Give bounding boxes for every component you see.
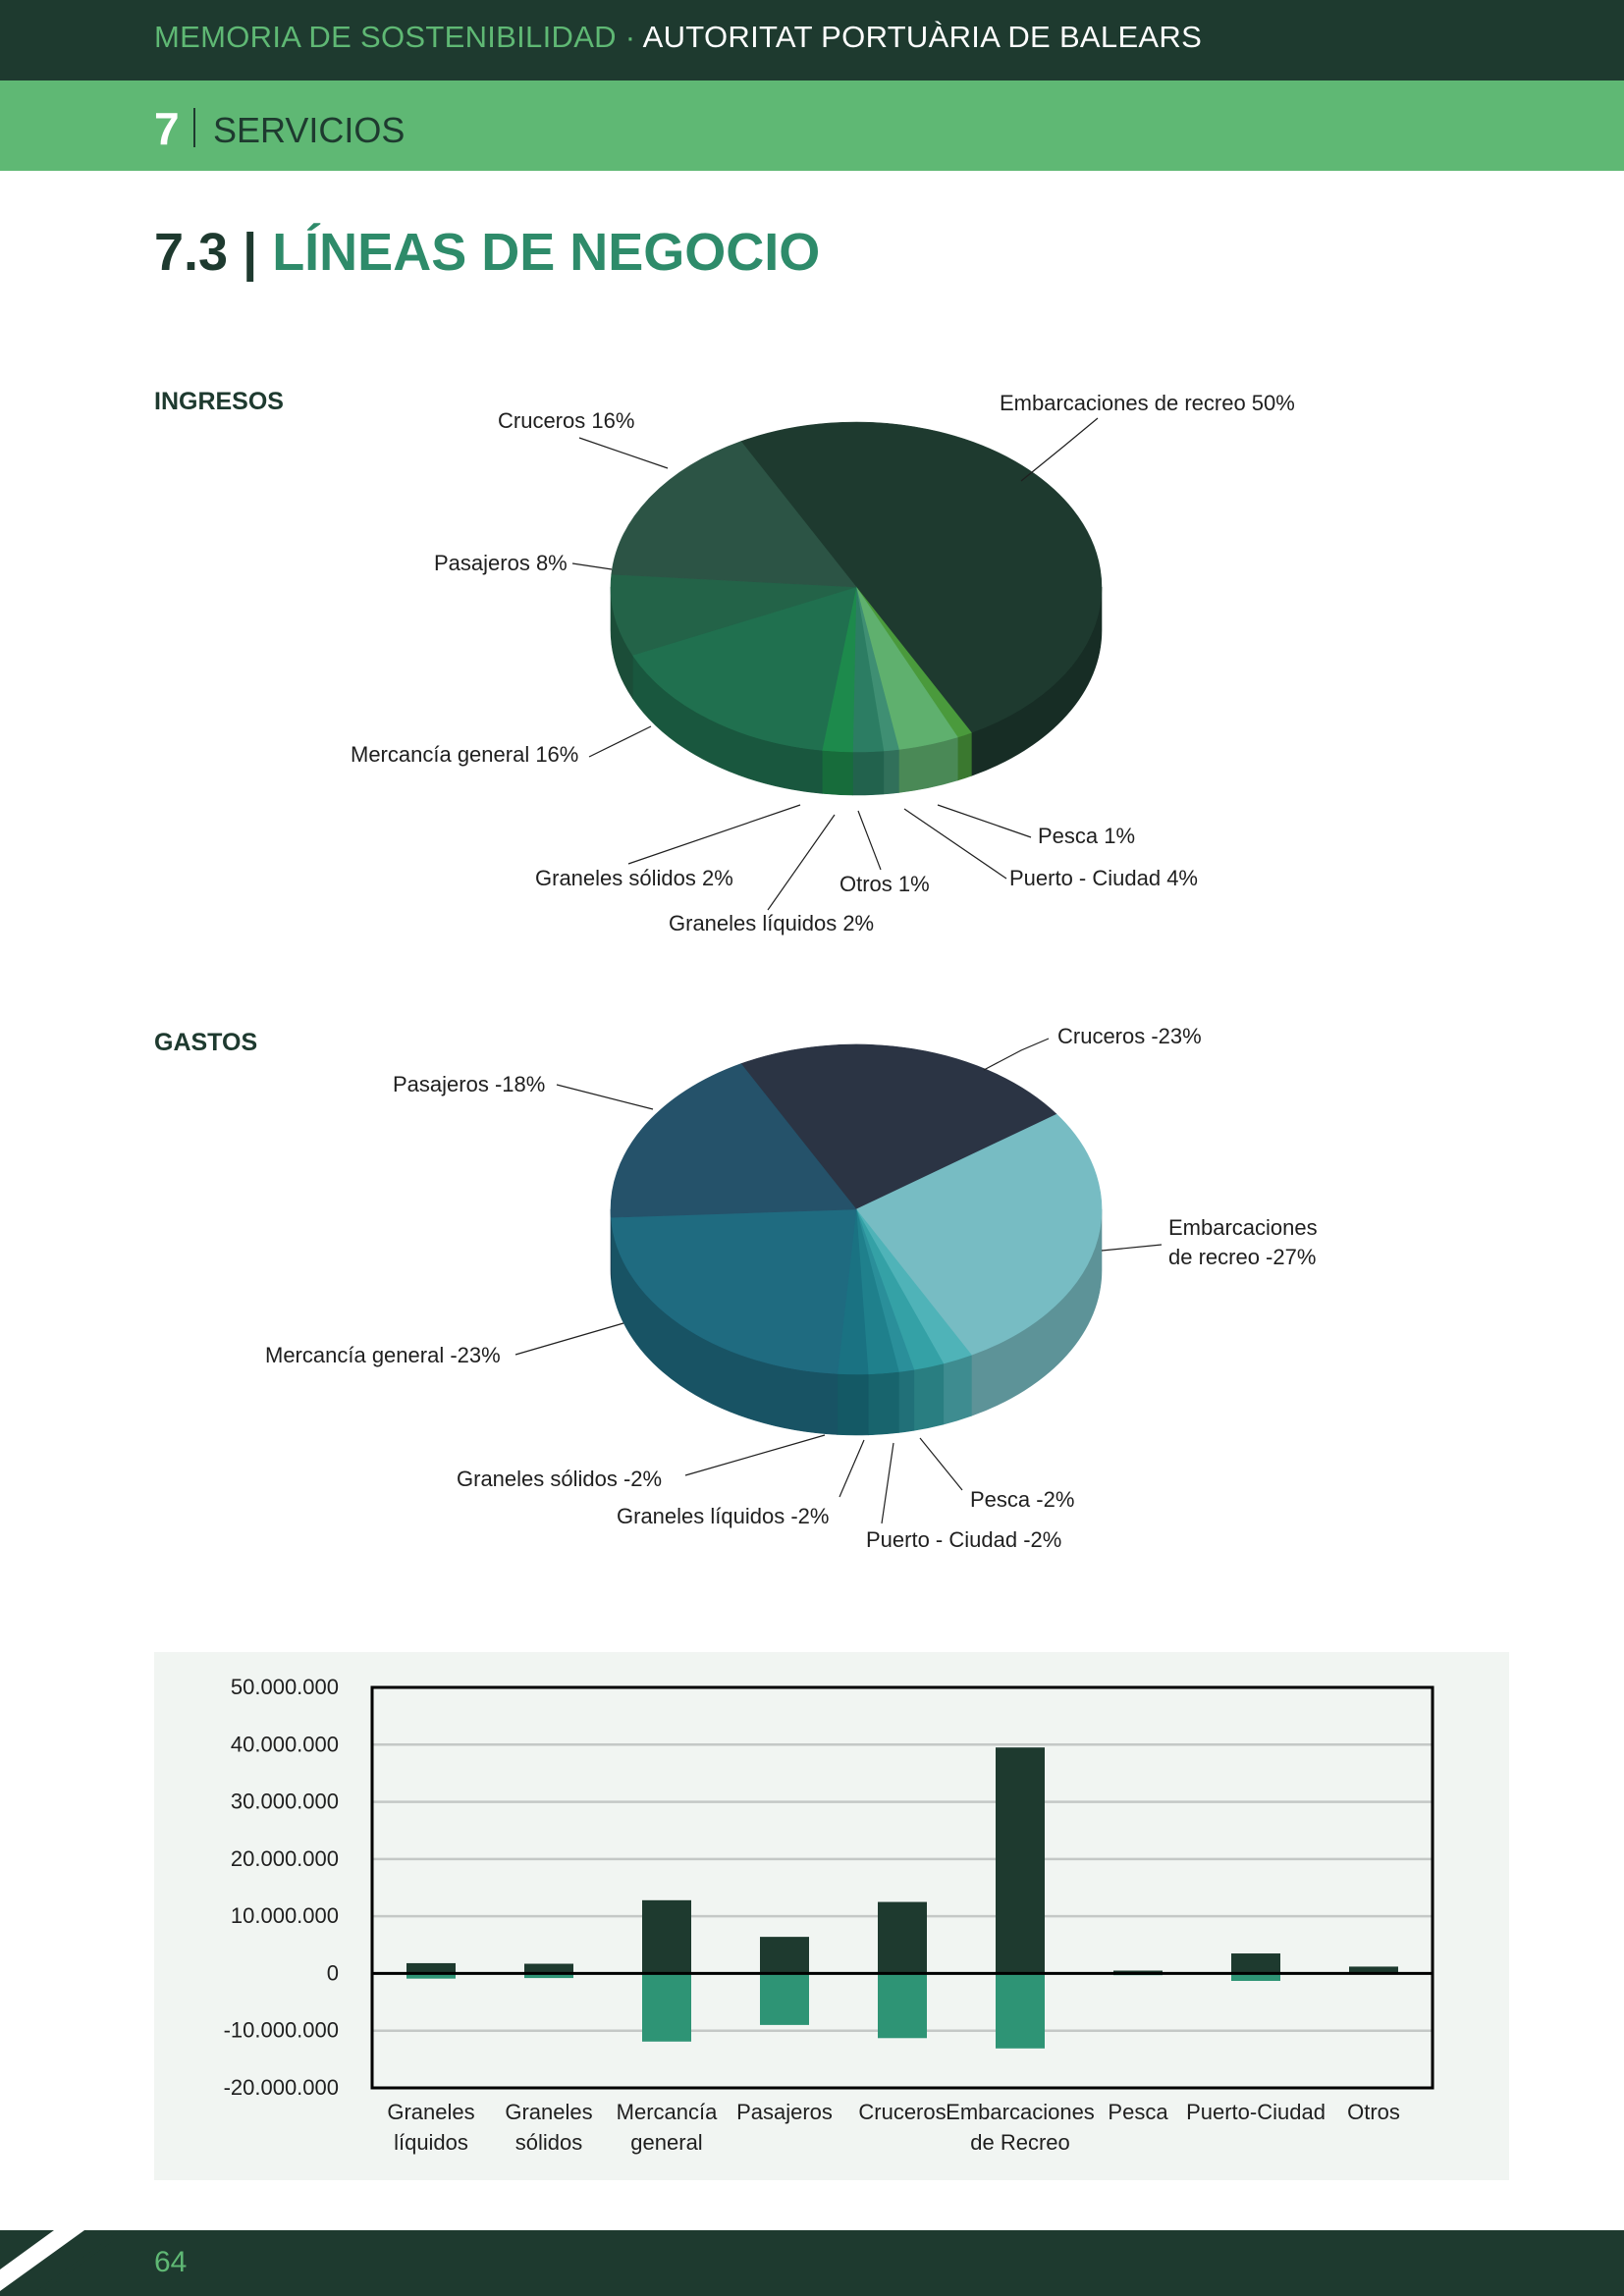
page-title-number: 7.3 | — [154, 223, 273, 282]
pie-label-graneles-solidos: Graneles sólidos -2% — [457, 1467, 663, 1491]
section-number: 7 — [154, 103, 180, 154]
pie-label-otros: Otros 1% — [839, 872, 930, 896]
document-title-part1: MEMORIA DE SOSTENIBILIDAD — [154, 20, 617, 54]
gastos-pie-chart — [0, 1011, 1624, 1580]
bar-ingresos-graneles-liquidos — [406, 1963, 456, 1973]
pie-label-pasajeros: Pasajeros 8% — [434, 551, 568, 575]
leader-line-otros — [858, 811, 881, 870]
gastos-side-pesca — [944, 1355, 972, 1424]
y-tick-label: 30.000.000 — [230, 1789, 339, 1814]
pie-label-puerto: Puerto - Ciudad 4% — [1009, 866, 1198, 890]
leader-line-mercancia — [515, 1323, 623, 1355]
gastos-side-graneles-solidos — [838, 1374, 868, 1435]
top-header-bar — [0, 0, 1624, 80]
page-title — [154, 222, 820, 283]
leader-line-pesca — [920, 1438, 962, 1490]
leader-line-embarcaciones — [1021, 418, 1098, 481]
leader-line-puerto — [882, 1443, 893, 1523]
ingresos-gastos-bar-chart — [154, 1652, 1509, 2180]
document-title — [154, 20, 1202, 55]
leader-line-graneles-solidos — [685, 1435, 825, 1475]
document-title-separator: · — [616, 20, 643, 54]
bar-gastos-mercancia-general — [642, 1973, 691, 2041]
bar-ingresos-cruceros — [878, 1902, 927, 1974]
leader-line-graneles-liquidos — [768, 815, 835, 910]
y-tick-label: 20.000.000 — [230, 1845, 339, 1871]
bar-ingresos-puerto-ciudad — [1231, 1953, 1280, 1973]
page-title-text: LÍNEAS DE NEGOCIO — [272, 223, 821, 282]
pie-label-embarcaciones-line1: Embarcaciones — [1168, 1215, 1318, 1240]
ingresos-side-pesca — [957, 732, 971, 780]
pie-label-mercancia: Mercancía general 16% — [351, 742, 579, 767]
page-number: 64 — [154, 2246, 188, 2278]
x-category-label: sólidos — [514, 2130, 583, 2155]
ingresos-side-otros — [884, 749, 899, 794]
pie-label-pesca: Pesca -2% — [970, 1487, 1075, 1512]
gastos-side-puerto-ciudad — [914, 1363, 944, 1430]
x-category-label: líquidos — [394, 2130, 468, 2155]
pie-label-mercancia: Mercancía general -23% — [265, 1343, 501, 1367]
leader-line-cruceros — [984, 1039, 1049, 1070]
leader-line-pasajeros — [557, 1085, 653, 1109]
y-tick-label: 10.000.000 — [230, 1903, 339, 1929]
pie-label-cruceros: Cruceros 16% — [498, 408, 635, 433]
footer-stripe-decoration — [0, 2230, 137, 2296]
bar-chart-panel — [154, 1652, 1509, 2180]
document-title-part2: AUTORITAT PORTUÀRIA DE BALEARS — [642, 20, 1203, 54]
section-divider — [193, 108, 195, 147]
x-category-label: Pesca — [1108, 2100, 1168, 2124]
leader-line-pesca — [938, 805, 1031, 837]
x-category-label: Pasajeros — [736, 2100, 833, 2124]
ingresos-side-graneles-liquidos — [853, 751, 884, 795]
y-tick-label: -10.000.000 — [223, 2017, 339, 2043]
leader-line-embarcaciones — [1102, 1245, 1162, 1251]
x-category-label: Graneles — [505, 2100, 593, 2124]
x-category-label: general — [630, 2130, 703, 2155]
x-category-label: Otros — [1347, 2100, 1400, 2124]
bar-ingresos-pasajeros — [760, 1937, 809, 1973]
ingresos-pie-chart — [0, 373, 1624, 962]
y-tick-label: 40.000.000 — [230, 1732, 339, 1757]
pie-label-pasajeros: Pasajeros -18% — [393, 1072, 546, 1096]
footer-bar — [0, 2230, 1624, 2296]
section-name: SERVICIOS — [213, 110, 406, 150]
pie-label-graneles-liquidos: Graneles líquidos -2% — [617, 1504, 830, 1528]
x-category-label: Mercancía — [616, 2100, 718, 2124]
ingresos-side-graneles-solidos — [822, 750, 852, 795]
pie-label-cruceros: Cruceros -23% — [1057, 1024, 1202, 1048]
bar-gastos-pasajeros — [760, 1973, 809, 2024]
ingresos-chart-title: INGRESOS — [154, 388, 284, 415]
leader-line-graneles-solidos — [628, 805, 800, 864]
pie-label-embarcaciones-line2: de recreo -27% — [1168, 1245, 1317, 1269]
pie-label-puerto: Puerto - Ciudad -2% — [866, 1527, 1062, 1552]
leader-line-cruceros — [579, 438, 668, 468]
bar-ingresos-mercancia-general — [642, 1900, 691, 1974]
y-tick-label: 0 — [326, 1960, 339, 1986]
y-tick-label: -20.000.000 — [223, 2075, 339, 2100]
gastos-side-graneles-liquidos — [868, 1371, 898, 1434]
x-category-label: Embarcaciones — [946, 2100, 1095, 2124]
pie-label-embarcaciones: Embarcaciones de recreo 50% — [1000, 391, 1295, 415]
bar-gastos-embarcaciones-de-recreo — [996, 1973, 1045, 2048]
y-tick-label: 50.000.000 — [230, 1675, 339, 1699]
bar-ingresos-embarcaciones-de-recreo — [996, 1747, 1045, 1973]
x-category-label: Puerto-Ciudad — [1186, 2100, 1326, 2124]
x-category-label: de Recreo — [970, 2130, 1070, 2155]
section-bar — [0, 80, 1624, 171]
x-category-label: Cruceros — [858, 2100, 947, 2124]
pie-label-graneles-liquidos: Graneles líquidos 2% — [669, 911, 875, 935]
gastos-side-otros — [898, 1369, 913, 1432]
leader-line-pasajeros — [572, 563, 612, 569]
leader-line-mercancia — [589, 726, 651, 757]
pie-label-pesca: Pesca 1% — [1038, 824, 1136, 848]
pie-label-graneles-solidos: Graneles sólidos 2% — [535, 866, 733, 890]
gastos-chart-title: GASTOS — [154, 1029, 258, 1056]
leader-line-puerto — [904, 809, 1006, 879]
bar-gastos-cruceros — [878, 1973, 927, 2038]
x-category-label: Graneles — [387, 2100, 475, 2124]
leader-line-graneles-liquidos — [839, 1440, 864, 1497]
